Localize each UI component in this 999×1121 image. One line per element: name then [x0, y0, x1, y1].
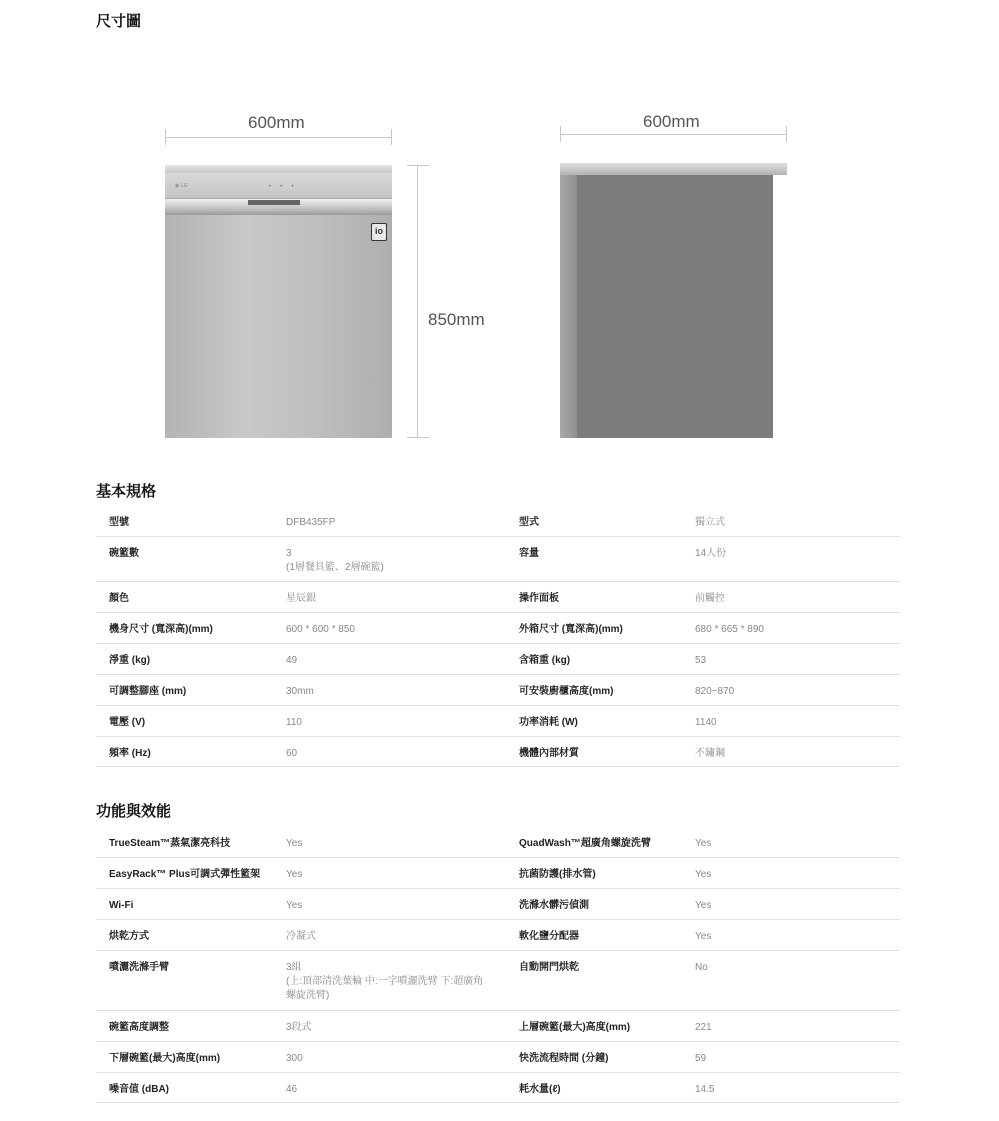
side-depth-tick-left: [560, 126, 561, 142]
row-label-left: 噪音值 (dBA): [109, 1084, 169, 1095]
row-value-line: 46: [286, 1084, 298, 1095]
row-value-line: 110: [286, 717, 302, 728]
row-value-line: 300: [286, 1053, 303, 1064]
row-label-left: 可調整腳座 (mm): [109, 686, 187, 697]
row-label-left: 烘乾方式: [109, 931, 149, 942]
row-label-left: 顏色: [109, 593, 129, 604]
table-row: [96, 858, 900, 889]
side-countertop: [560, 163, 787, 175]
row-value-left: [286, 951, 483, 1003]
row-value-line: (上:頂部清洗葉輪 中:一字噴灑洗臂 下:超廣角: [286, 976, 484, 987]
specs-section-title: 基本規格: [96, 482, 157, 500]
row-label-left: 碗籃數: [109, 548, 139, 559]
height-tick-bottom: [407, 437, 429, 438]
height-tick-top: [407, 165, 429, 166]
row-value-right: 221: [695, 1022, 712, 1033]
control-dots-icon: • • •: [268, 183, 298, 190]
row-label-right: 自動開門烘乾: [519, 962, 579, 973]
row-value-line: Yes: [286, 838, 303, 849]
row-label-right: 軟化鹽分配器: [519, 931, 579, 942]
row-value-left: [286, 920, 316, 944]
front-width-label: 600mm: [248, 113, 305, 132]
side-depth-tick-right: [786, 126, 787, 142]
row-value-line: 30mm: [286, 686, 314, 697]
row-value-line: 60: [286, 748, 298, 759]
row-value-line: 3組: [286, 962, 302, 973]
table-row: [96, 1011, 900, 1042]
row-value-left: [286, 644, 297, 668]
io-badge-icon: io: [371, 223, 387, 241]
row-value-line: 49: [286, 655, 298, 666]
table-row: [96, 644, 900, 675]
row-label-right: 機體內部材質: [519, 748, 579, 759]
height-label: 850mm: [428, 310, 485, 329]
row-value-line: 3段式: [286, 1022, 312, 1033]
table-row: [96, 920, 900, 951]
row-value-right: Yes: [695, 931, 712, 942]
row-value-right: Yes: [695, 900, 712, 911]
table-row: [96, 537, 900, 582]
row-label-right: 上層碗籃(最大)高度(mm): [519, 1022, 631, 1033]
table-row: [96, 675, 900, 706]
row-label-right: 抗菌防護(排水管): [519, 869, 596, 880]
row-value-line: (1層餐具籃、2層碗籃): [286, 562, 384, 573]
row-value-left: [286, 737, 297, 761]
handle-slot: [248, 200, 300, 205]
row-value-left: [286, 706, 302, 730]
table-row: [96, 951, 900, 1011]
side-depth-line: [560, 134, 787, 135]
row-label-right: 外箱尺寸 (寬深高)(mm): [519, 624, 623, 635]
side-body: [577, 175, 773, 438]
row-value-left: [286, 889, 302, 913]
side-depth-label: 600mm: [643, 112, 700, 131]
table-row: [96, 613, 900, 644]
row-value-line: 螺旋洗臂): [286, 990, 330, 1001]
row-value-line: Yes: [286, 900, 303, 911]
row-label-right: 耗水量(ℓ): [519, 1084, 561, 1095]
front-width-tick-right: [391, 129, 392, 145]
row-value-line: DFB435FP: [286, 517, 336, 528]
row-label-left: 噴灑洗滌手臂: [109, 962, 169, 973]
front-width-line: [165, 137, 392, 138]
row-label-right: 功率消耗 (W): [519, 717, 578, 728]
table-row: [96, 506, 900, 537]
row-value-right: 820~870: [695, 686, 735, 697]
row-label-right: 含箱重 (kg): [519, 655, 571, 666]
height-line: [417, 165, 418, 438]
brand-logo-icon: ◉ LG: [175, 183, 188, 189]
row-label-right: 操作面板: [519, 593, 559, 604]
row-value-line: 冷凝式: [286, 931, 316, 942]
row-label-right: 型式: [519, 517, 539, 528]
table-row: [96, 706, 900, 737]
table-row: [96, 889, 900, 920]
row-value-left: [286, 1073, 297, 1097]
row-label-right: 快洗流程時間 (分鐘): [519, 1053, 609, 1064]
row-value-right: 14人份: [695, 548, 727, 559]
front-countertop: [165, 165, 392, 173]
row-label-left: EasyRack™ Plus可調式彈性籃架: [109, 869, 261, 880]
front-width-tick-left: [165, 129, 166, 145]
row-value-right: Yes: [695, 869, 712, 880]
row-label-left: TrueSteam™蒸氣潔亮科技: [109, 838, 231, 849]
row-label-left: 電壓 (V): [109, 717, 146, 728]
row-value-left: [286, 537, 384, 575]
row-value-right: Yes: [695, 838, 712, 849]
row-value-right: 不鏽鋼: [695, 748, 725, 759]
row-value-left: [286, 613, 355, 637]
row-label-left: 頻率 (Hz): [109, 748, 151, 759]
table-row: [96, 582, 900, 613]
row-value-right: 14.5: [695, 1084, 715, 1095]
row-value-left: [286, 827, 302, 851]
row-label-right: QuadWash™超廣角螺旋洗臂: [519, 838, 651, 849]
row-label-right: 可安裝廚櫃高度(mm): [519, 686, 614, 697]
side-door: [560, 175, 577, 438]
row-label-left: 型號: [109, 517, 129, 528]
row-value-right: 680 * 665 * 890: [695, 624, 764, 635]
features-table: [96, 827, 900, 1103]
row-value-line: Yes: [286, 869, 303, 880]
table-row: [96, 1042, 900, 1073]
row-label-left: 下層碗籃(最大)高度(mm): [109, 1053, 221, 1064]
specs-table: [96, 506, 900, 767]
table-row: [96, 737, 900, 767]
row-label-right: 容量: [519, 548, 539, 559]
row-value-right: 前觸控: [695, 593, 725, 604]
row-value-left: [286, 1042, 303, 1066]
row-label-left: 機身尺寸 (寬深高)(mm): [109, 624, 213, 635]
row-value-left: [286, 506, 335, 530]
row-label-left: 碗籃高度調整: [109, 1022, 169, 1033]
row-value-left: [286, 858, 302, 882]
row-value-left: [286, 582, 316, 606]
row-value-line: 600 * 600 * 850: [286, 624, 355, 635]
row-label-left: Wi-Fi: [109, 900, 134, 911]
dimension-section-title: 尺寸圖: [96, 12, 142, 30]
front-door: [165, 215, 392, 438]
features-section-title: 功能與效能: [96, 802, 172, 820]
row-value-line: 星辰銀: [286, 593, 316, 604]
row-value-right: 59: [695, 1053, 707, 1064]
row-value-right: 1140: [695, 717, 717, 728]
row-value-left: [286, 675, 314, 699]
row-label-left: 淨重 (kg): [109, 655, 151, 666]
row-value-left: [286, 1011, 312, 1035]
row-value-right: No: [695, 962, 708, 973]
row-value-right: 獨立式: [695, 517, 725, 528]
row-value-right: 53: [695, 655, 707, 666]
table-row: [96, 1073, 900, 1103]
table-row: [96, 827, 900, 858]
row-label-right: 洗滌水髒污偵測: [519, 900, 589, 911]
row-value-line: 3: [286, 548, 292, 559]
